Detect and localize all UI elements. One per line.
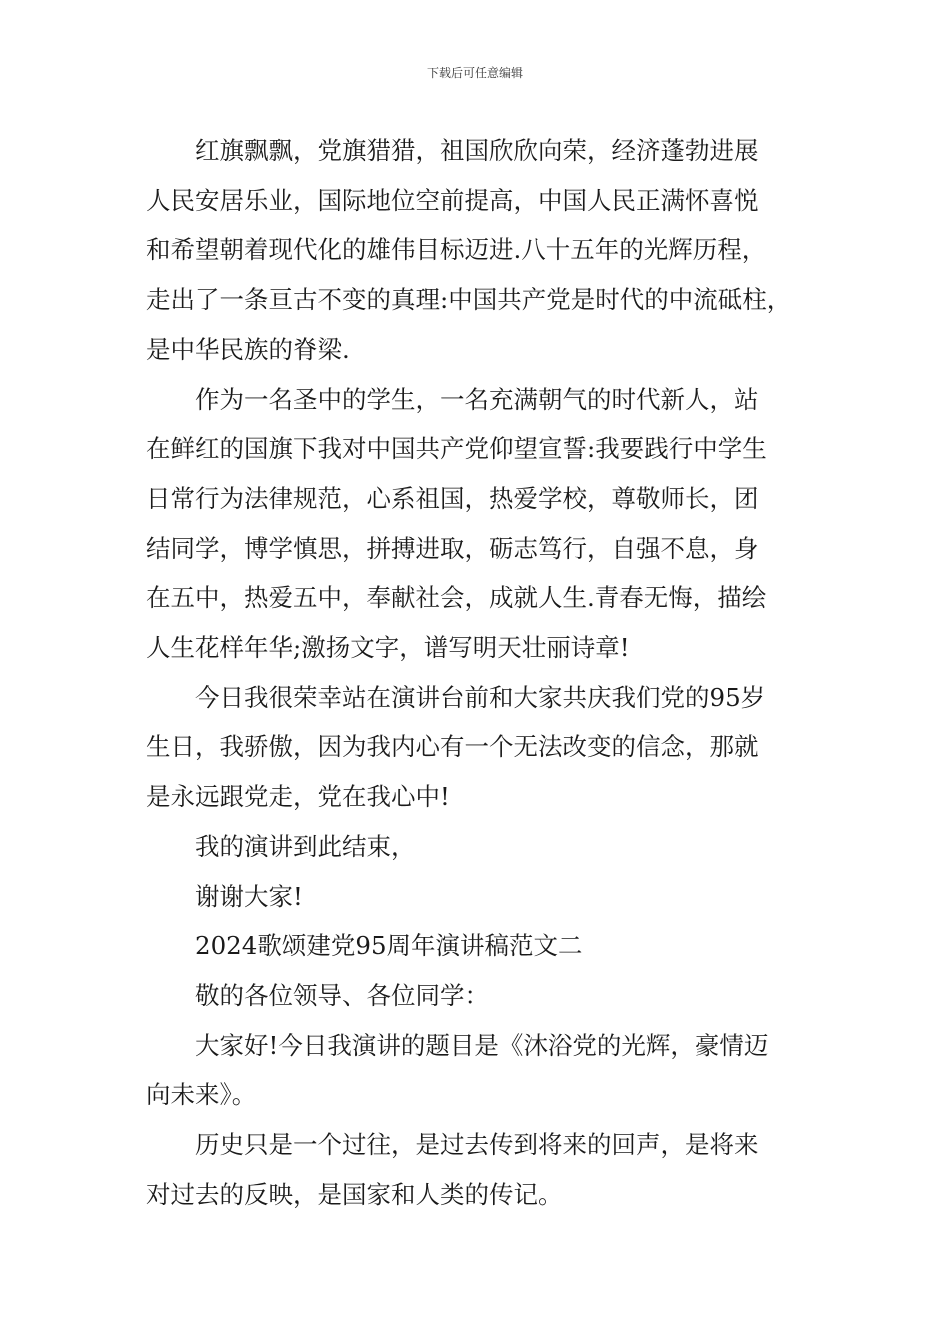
paragraph-1	[146, 126, 826, 375]
paragraph-3	[146, 673, 826, 822]
text-line: 红旗飘飘，党旗猎猎，祖国欣欣向荣，经济蓬勃进展	[195, 136, 759, 165]
text-line: 结同学，博学慎思，拼搏进取，砺志笃行，自强不息，身	[146, 533, 759, 563]
page-header: 下载后可任意编辑	[426, 66, 523, 80]
text-line: 是永远跟党走，党在我心中!	[146, 782, 450, 812]
paragraph-thanks	[146, 872, 826, 922]
text-line: 谢谢大家!	[195, 881, 303, 911]
text-line: 人生花样年华;激扬文字，谱写明天壮丽诗章!	[146, 633, 630, 663]
paragraph-history	[146, 1120, 826, 1219]
paragraph-closing	[146, 822, 826, 872]
text-line: 大家好!今日我演讲的题目是《沐浴党的光辉，豪情迈	[195, 1030, 769, 1060]
text-line: 和希望朝着现代化的雄伟目标迈进.八十五年的光辉历程，	[146, 235, 767, 265]
paragraph-2	[146, 375, 826, 673]
text-line: 在鲜红的国旗下我对中国共产党仰望宣誓:我要践行中学生	[146, 434, 767, 464]
text-line: 走出了一条亘古不变的真理:中国共产党是时代的中流砥柱，	[146, 285, 792, 315]
text-line: 日常行为法律规范，心系祖国，热爱学校，尊敬师长，团	[146, 483, 759, 513]
text-line: 敬的各位领导、各位同学：	[195, 980, 489, 1010]
text-line: 我的演讲到此结束，	[195, 831, 416, 861]
text-line: 2024歌颂建党95周年演讲稿范文二	[195, 931, 583, 961]
text-line: 是中华民族的脊梁.	[146, 334, 350, 364]
text-line: 作为一名圣中的学生，一名充满朝气的时代新人，站	[195, 384, 759, 414]
paragraph-greeting	[146, 1021, 826, 1120]
section-title	[146, 921, 826, 971]
text-line: 对过去的反映，是国家和人类的传记。	[146, 1179, 563, 1209]
text-line: 生日，我骄傲，因为我内心有一个无法改变的信念，那就	[146, 732, 759, 762]
text-line: 向未来》。	[146, 1080, 257, 1110]
text-line: 在五中，热爱五中，奉献社会，成就人生.青春无悔，描绘	[146, 583, 767, 613]
text-line: 人民安居乐业，国际地位空前提高，中国人民正满怀喜悦	[146, 185, 759, 215]
text-line: 历史只是一个过往，是过去传到将来的回声，是将来	[195, 1130, 759, 1160]
paragraph-salutation	[146, 971, 826, 1021]
document-body	[146, 126, 826, 1219]
text-line: 今日我很荣幸站在演讲台前和大家共庆我们党的95岁	[195, 682, 766, 712]
